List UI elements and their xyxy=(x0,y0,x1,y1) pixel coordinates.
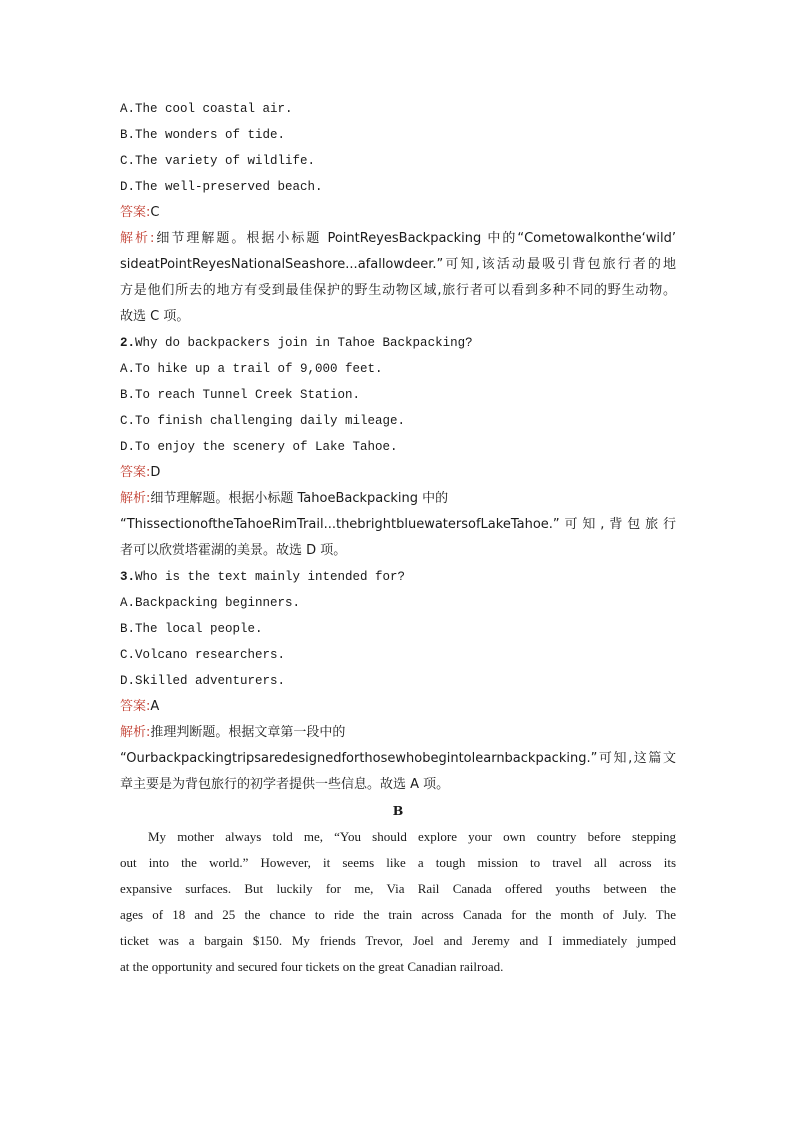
document-page xyxy=(120,96,676,980)
explanation-line: sideatPointReyesNationalSeashore...afallowdeer.”可知,该活动最吸引背包旅行者的地 xyxy=(120,257,676,272)
option-d: D.Skilled adventurers. xyxy=(120,674,286,688)
question-3-block xyxy=(120,564,676,798)
explanation-text: 细节理解题。根据小标题 PointReyesBackpacking 中的“Cometowalkonthe‘wild’ xyxy=(154,231,676,246)
explanation-line: 方是他们所去的地方有受到最佳保护的野生动物区域,旅行者可以看到多种不同的野生动物。 xyxy=(120,283,676,298)
option-a: A.To hike up a trail of 9,000 feet. xyxy=(120,362,383,376)
passage-line: at the opportunity and secured four tickets on the great Canadian railroad. xyxy=(120,959,504,974)
answer-value: C xyxy=(150,205,160,220)
question-number: 3. xyxy=(120,570,136,584)
explanation-label: 解析: xyxy=(120,725,151,740)
option-a: A.Backpacking beginners. xyxy=(120,596,301,610)
option-c: C.Volcano researchers. xyxy=(120,648,286,662)
option-c: C.To finish challenging daily mileage. xyxy=(120,414,406,428)
passage-line: ages of 18 and 25 the chance to ride the train across Canada for the month of July. The xyxy=(120,907,676,922)
passage-line: My mother always told me, “You should explore your own country before stepping xyxy=(148,829,676,844)
explanation-line: “Ourbackpackingtripsaredesignedforthosewhobegintolearnbackpacking.”可知,这篇文 xyxy=(120,751,676,766)
answer-label: 答案: xyxy=(120,465,151,480)
explanation-label: 解析: xyxy=(120,231,155,246)
explanation-line: 章主要是为背包旅行的初学者提供一些信息。故选 A 项。 xyxy=(120,777,450,792)
answer-value: D xyxy=(150,465,161,480)
question-stem xyxy=(120,564,676,590)
explanation-line xyxy=(120,226,676,252)
explanation-line: “ThissectionoftheTahoeRimTrail...thebrightbluewatersofLakeTahoe.”可知,背包旅行 xyxy=(120,517,676,532)
question-number: 2. xyxy=(120,336,136,350)
explanation-line xyxy=(120,720,676,746)
question-2-block xyxy=(120,330,676,564)
explanation-line: 故选 C 项。 xyxy=(120,309,190,324)
answer-value: A xyxy=(150,699,160,714)
option-b: B.The wonders of tide. xyxy=(120,128,286,142)
passage-line: out into the world.” However, it seems like a tough mission to travel all across its xyxy=(120,855,676,870)
option-b: B.The local people. xyxy=(120,622,263,636)
question-1-block xyxy=(120,96,676,330)
answer-label: 答案: xyxy=(120,205,151,220)
answer-line xyxy=(120,694,676,720)
option-a: A.The cool coastal air. xyxy=(120,102,293,116)
explanation-text: 细节理解题。根据小标题 TahoeBackpacking 中的 xyxy=(150,491,449,506)
question-text: Who is the text mainly intended for? xyxy=(135,570,406,584)
option-d: D.To enjoy the scenery of Lake Tahoe. xyxy=(120,440,398,454)
answer-line xyxy=(120,200,676,226)
question-stem xyxy=(120,330,676,356)
question-text: Why do backpackers join in Tahoe Backpacking? xyxy=(135,336,473,350)
explanation-line xyxy=(120,486,676,512)
explanation-label: 解析: xyxy=(120,491,151,506)
section-heading: B xyxy=(392,803,404,818)
answer-label: 答案: xyxy=(120,699,151,714)
option-d: D.The well-preserved beach. xyxy=(120,180,323,194)
option-b: B.To reach Tunnel Creek Station. xyxy=(120,388,361,402)
passage-line: ticket was a bargain $150. My friends Trevor, Joel and Jeremy and I immediately jumped xyxy=(120,933,676,948)
explanation-text: 推理判断题。根据文章第一段中的 xyxy=(150,725,346,740)
explanation-line: 者可以欣赏塔霍湖的美景。故选 D 项。 xyxy=(120,543,347,558)
answer-line xyxy=(120,460,676,486)
passage-line: expansive surfaces. But luckily for me, Via Rail Canada offered youths between the xyxy=(120,881,676,896)
option-c: C.The variety of wildlife. xyxy=(120,154,316,168)
passage-paragraph xyxy=(120,824,676,980)
